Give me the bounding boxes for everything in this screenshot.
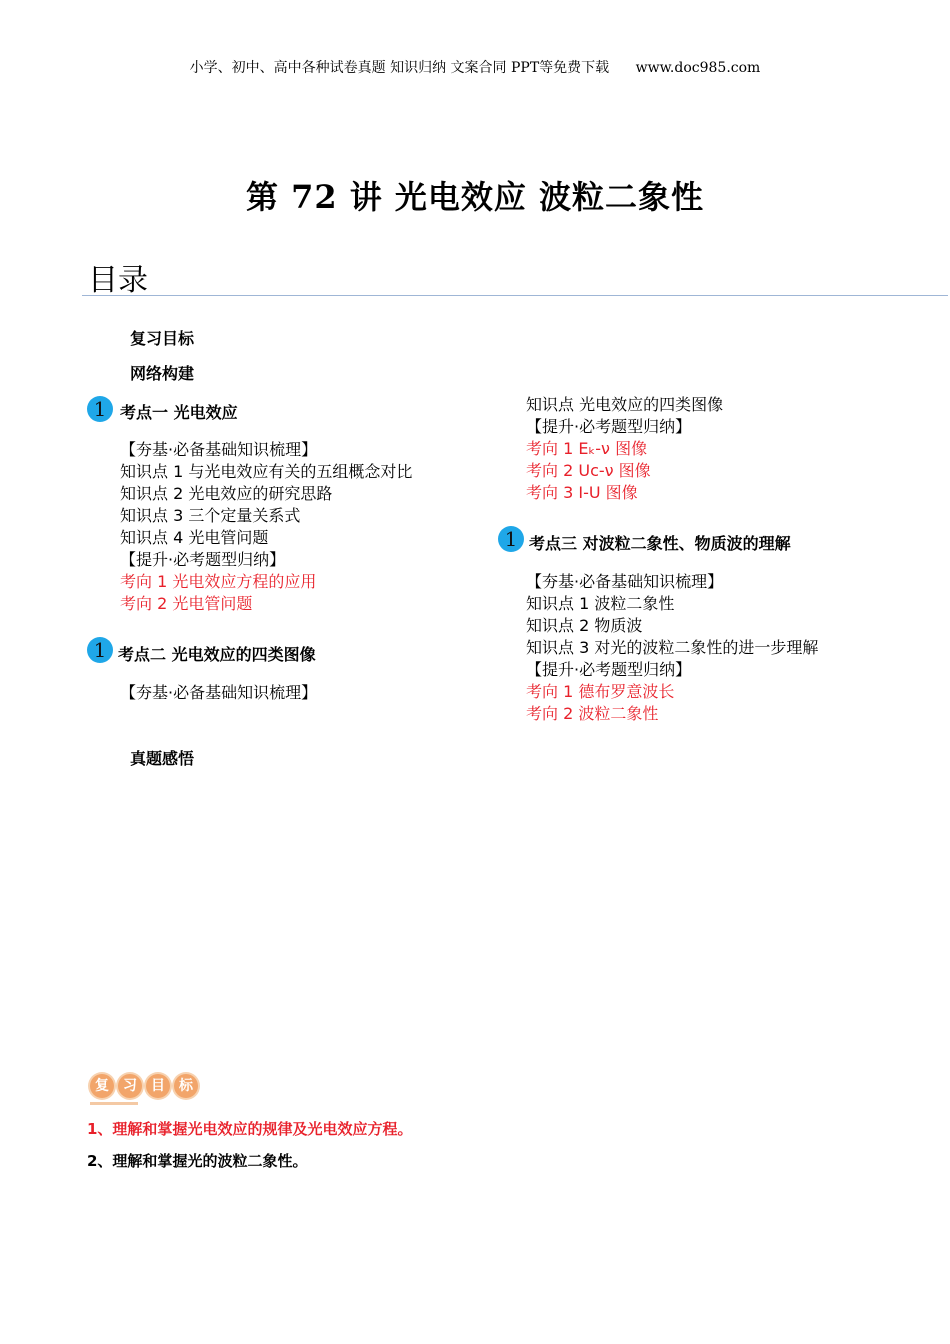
- badge-char: 习: [118, 1074, 142, 1098]
- toc-section-3-title[interactable]: 考点三 对波粒二象性、物质波的理解: [529, 534, 791, 553]
- toc-direction[interactable]: 考向 2 光电管问题: [120, 594, 253, 613]
- badge-char: 目: [146, 1074, 170, 1098]
- toc-direction[interactable]: 考向 2 Uc-ν 图像: [526, 461, 651, 480]
- toc-section-2-advance[interactable]: 【提升·必考题型归纳】: [526, 417, 692, 436]
- review-goal-badge: [88, 1072, 198, 1104]
- toc-divider: [82, 295, 948, 296]
- toc-section-2-basic[interactable]: 【夯基·必备基础知识梳理】: [120, 683, 318, 702]
- toc-section-2-title[interactable]: 考点二 光电效应的四类图像: [118, 645, 316, 664]
- section-number-badge: 1: [498, 526, 524, 552]
- toc-network[interactable]: 网络构建: [130, 364, 195, 383]
- goal-item: 2、理解和掌握光的波粒二象性。: [87, 1152, 308, 1170]
- toc-section-3-advance[interactable]: 【提升·必考题型归纳】: [526, 660, 692, 679]
- toc-section-1-title[interactable]: 考点一 光电效应: [120, 403, 238, 422]
- section-number-badge: 1: [87, 396, 113, 422]
- header-text: 小学、初中、高中各种试卷真题 知识归纳 文案合同 PPT等免费下载: [189, 60, 610, 76]
- toc-section-3-basic[interactable]: 【夯基·必备基础知识梳理】: [526, 572, 724, 591]
- toc-item[interactable]: 知识点 4 光电管问题: [120, 528, 269, 547]
- goal-item: 1、理解和掌握光电效应的规律及光电效应方程。: [87, 1120, 413, 1138]
- toc-item[interactable]: 知识点 3 三个定量关系式: [120, 506, 301, 525]
- toc-direction[interactable]: 考向 2 波粒二象性: [526, 704, 659, 723]
- page-header: [0, 57, 950, 77]
- toc-review-goal[interactable]: 复习目标: [130, 329, 195, 348]
- toc-item[interactable]: 知识点 光电效应的四类图像: [526, 395, 724, 414]
- toc-item[interactable]: 知识点 1 波粒二象性: [526, 594, 675, 613]
- badge-underline: [90, 1102, 138, 1105]
- header-url[interactable]: www.doc985.com: [635, 60, 761, 76]
- page-title: 第 72 讲 光电效应 波粒二象性: [245, 178, 705, 216]
- toc-item[interactable]: 知识点 3 对光的波粒二象性的进一步理解: [526, 638, 819, 657]
- toc-real-exam[interactable]: 真题感悟: [130, 749, 195, 768]
- section-number-badge: 1: [87, 637, 113, 663]
- badge-char: 标: [174, 1074, 198, 1098]
- toc-item[interactable]: 知识点 1 与光电效应有关的五组概念对比: [120, 462, 413, 481]
- toc-section-1-advance[interactable]: 【提升·必考题型归纳】: [120, 550, 286, 569]
- toc-section-1-basic[interactable]: 【夯基·必备基础知识梳理】: [120, 440, 318, 459]
- toc-direction[interactable]: 考向 3 I-U 图像: [526, 483, 638, 502]
- toc-direction[interactable]: 考向 1 德布罗意波长: [526, 682, 675, 701]
- toc-item[interactable]: 知识点 2 物质波: [526, 616, 643, 635]
- badge-char: 复: [90, 1074, 114, 1098]
- toc-direction[interactable]: 考向 1 Eₖ-ν 图像: [526, 439, 648, 458]
- toc-heading: 目录: [88, 263, 148, 298]
- toc-item[interactable]: 知识点 2 光电效应的研究思路: [120, 484, 333, 503]
- toc-direction[interactable]: 考向 1 光电效应方程的应用: [120, 572, 317, 591]
